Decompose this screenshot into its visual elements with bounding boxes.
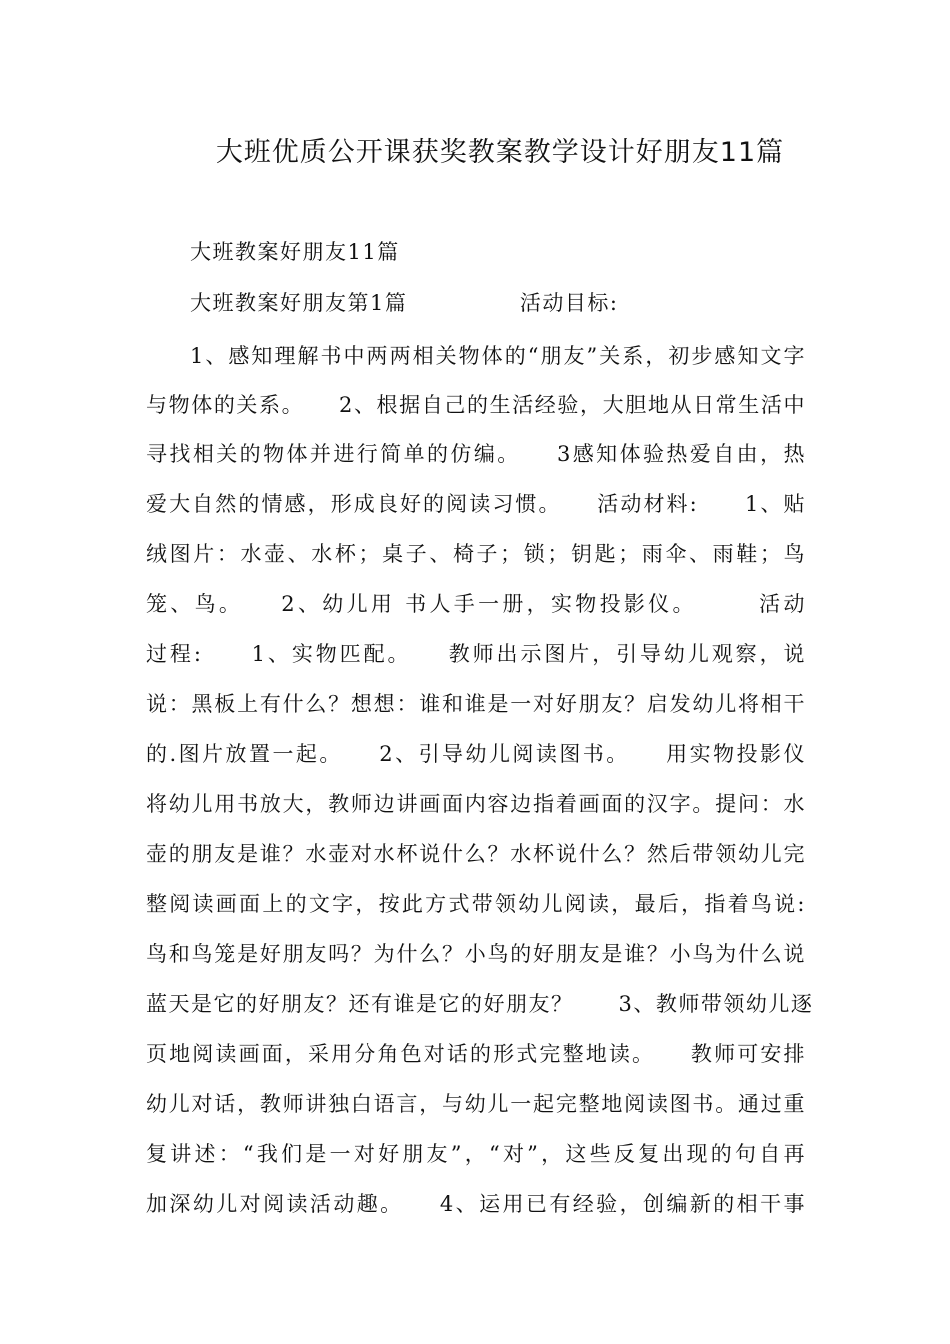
text-line: 绒图片：水壶、水杯；桌子、椅子；锁；钥匙；雨伞、雨鞋；鸟 [146,542,806,566]
document-title: 大班优质公开课获奖教案教学设计好朋友11篇 [215,137,785,168]
text-line: 大班教案好朋友第1篇 活动目标: [190,291,619,315]
text-line: 的.图片放置一起。 2、引导幼儿阅读图书。 用实物投影仪 [146,742,806,766]
text-line: 加深幼儿对阅读活动趣。 4、运用已有经验，创编新的相干事 [146,1192,806,1216]
text-line: 整阅读画面上的文字，按此方式带领幼儿阅读，最后，指着鸟说: [146,892,806,916]
text-line: 笼、鸟。 2、幼儿用 书人手一册，实物投影仪。 活动 [146,592,806,616]
text-line: 将幼儿用书放大，教师边讲画面内容边指着画面的汉字。提问：水 [146,792,806,816]
text-line: 说：黑板上有什么？想想：谁和谁是一对好朋友？启发幼儿将相干 [146,692,806,716]
text-line: 幼儿对话，教师讲独白语言，与幼儿一起完整地阅读图书。通过重 [146,1092,806,1116]
text-line: 寻找相关的物体并进行简单的仿编。 3感知体验热爱自由，热 [146,442,806,466]
text-line: 鸟和鸟笼是好朋友吗？为什么？小鸟的好朋友是谁？小鸟为什么说 [146,942,806,966]
text-line: 1、感知理解书中两两相关物体的“朋友”关系，初步感知文字 [190,344,806,368]
text-line: 壶的朋友是谁？水壶对水杯说什么？水杯说什么？然后带领幼儿完 [146,842,806,866]
text-line: 爱大自然的情感，形成良好的阅读习惯。 活动材料: 1、贴 [146,492,806,516]
text-line: 页地阅读画面，采用分角色对话的形式完整地读。 教师可安排 [146,1042,806,1066]
text-line: 与物体的关系。 2、根据自己的生活经验，大胆地从日常生活中 [146,393,806,417]
text-line: 复讲述：“我们是一对好朋友”，“对”，这些反复出现的句自再 [146,1142,806,1166]
text-line: 蓝天是它的好朋友？还有谁是它的好朋友？ 3、教师带领幼儿逐 [146,992,814,1016]
text-line: 过程: 1、实物匹配。 教师出示图片，引导幼儿观察，说 [146,642,806,666]
document-heading: 大班教案好朋友11篇 [190,240,400,264]
